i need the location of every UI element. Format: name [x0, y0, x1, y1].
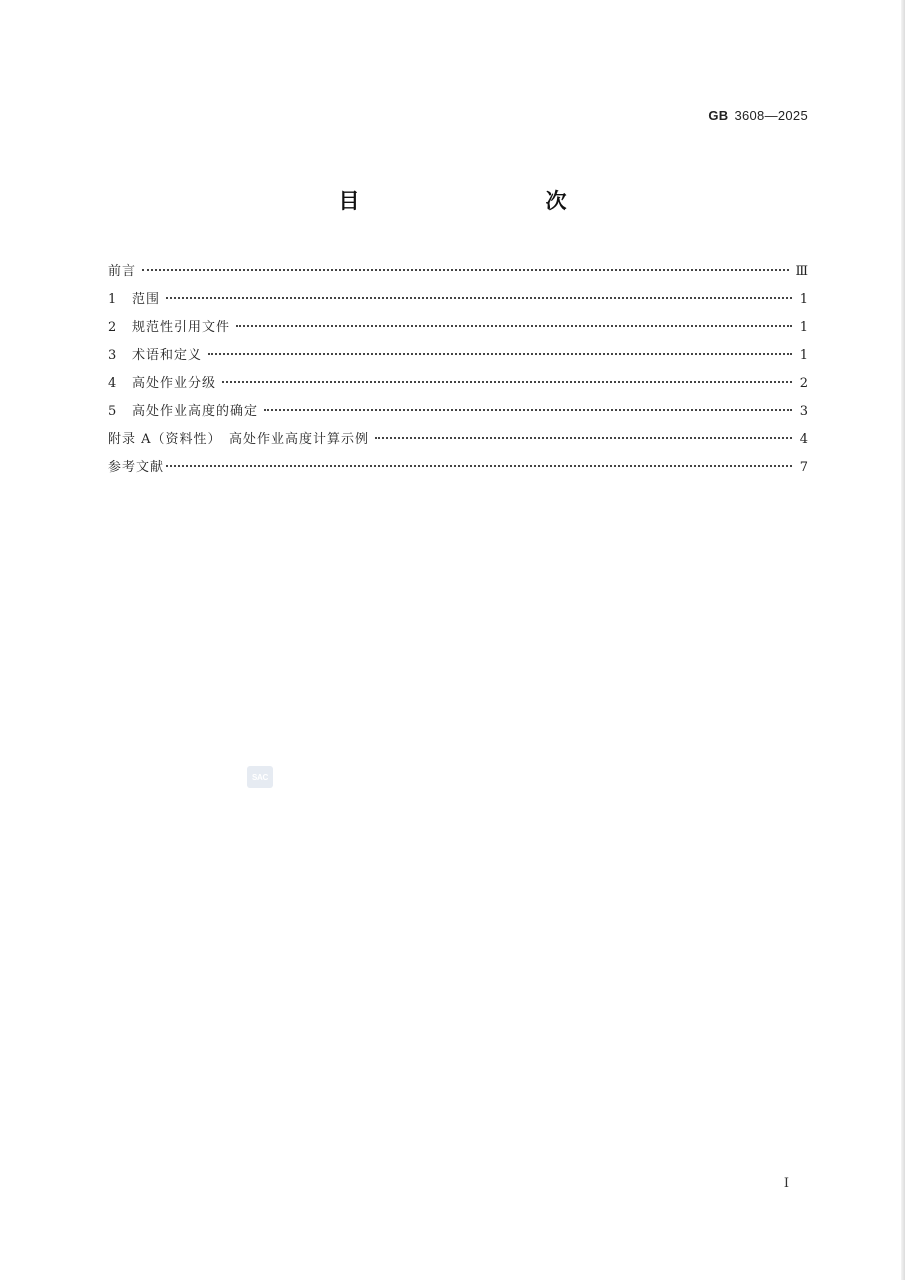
toc-entry-number: 3 — [108, 348, 117, 363]
dot-leader — [208, 353, 792, 355]
toc-entry-number: 4 — [108, 376, 117, 391]
toc-entry-classification[interactable] — [108, 370, 808, 398]
toc-entry-normative-references[interactable] — [108, 314, 808, 342]
dot-leader — [264, 409, 792, 411]
standard-number: 3608—2025 — [734, 108, 808, 123]
toc-entry-foreword[interactable] — [108, 258, 808, 286]
toc-entry-number: 2 — [108, 320, 117, 335]
toc-entry-label: 参考文献 — [108, 460, 165, 475]
page-number: I — [783, 1176, 789, 1191]
toc-entry-scope[interactable] — [108, 286, 808, 314]
toc-entry-page: 1 — [799, 292, 808, 307]
standard-prefix: GB — [708, 108, 729, 123]
toc-entry-page: 4 — [799, 432, 808, 447]
toc-entry-label: 规范性引用文件 — [132, 320, 231, 335]
toc-entry-appendix-a[interactable] — [108, 426, 808, 454]
toc-entry-label: 术语和定义 — [132, 348, 203, 363]
table-of-contents — [108, 258, 808, 482]
dot-leader — [142, 269, 789, 271]
dot-leader — [236, 325, 792, 327]
sac-watermark-logo — [247, 766, 273, 788]
toc-entry-label: 附录 A（资料性） 高处作业高度计算示例 — [108, 432, 370, 447]
toc-entry-page: 7 — [799, 460, 808, 475]
toc-entry-page: 1 — [799, 320, 808, 335]
watermark-text: SAC — [252, 772, 268, 782]
toc-entry-terms-definitions[interactable] — [108, 342, 808, 370]
toc-entry-label: 范围 — [132, 292, 161, 307]
toc-entry-page: 3 — [799, 404, 808, 419]
toc-entry-label: 高处作业分级 — [132, 376, 217, 391]
toc-entry-number: 1 — [108, 292, 117, 307]
standard-number-header — [708, 108, 808, 123]
dot-leader — [166, 297, 792, 299]
toc-entry-label: 前言 — [108, 264, 137, 279]
toc-entry-bibliography[interactable] — [108, 454, 808, 482]
dot-leader — [166, 465, 792, 467]
toc-entry-height-determination[interactable] — [108, 398, 808, 426]
toc-entry-page: Ⅲ — [795, 264, 808, 279]
toc-entry-number: 5 — [108, 404, 117, 419]
toc-entry-label: 高处作业高度的确定 — [132, 404, 259, 419]
toc-entry-page: 2 — [799, 376, 808, 391]
dot-leader — [222, 381, 792, 383]
page-title: 目 次 — [338, 189, 615, 213]
toc-entry-page: 1 — [799, 348, 808, 363]
dot-leader — [375, 437, 792, 439]
